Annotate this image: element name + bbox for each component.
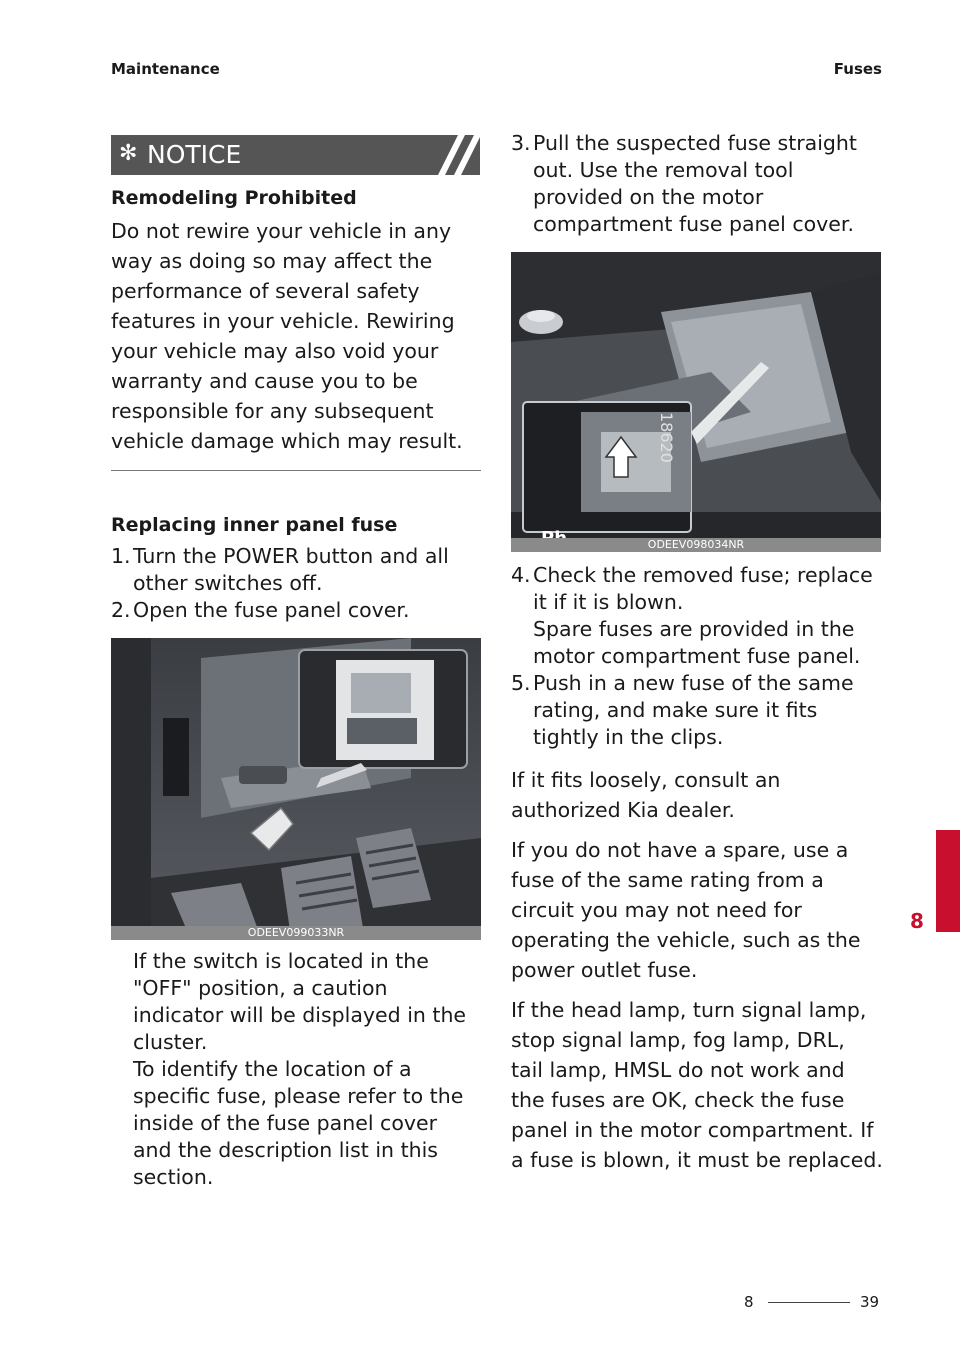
notice-heading: Remodeling Prohibited [111,187,357,209]
footer-rule [768,1302,850,1303]
step-3 [511,130,883,238]
notice-body: Do not rewire your vehicle in any way as doing so may affect the performance of several safety features in your vehicle. Rewiring your vehicle may also void your warranty and cause you to be responsible for any subsequent vehicle damage which may result. [111,219,463,453]
lamps-paragraph: If the head lamp, turn signal lamp, stop signal lamp, fog lamp, DRL, tail lamp, HMSL do not work and the fuses are OK, check the fuse panel in the motor compartment. If a fuse is blown, it must be replaced. [511,998,883,1172]
footer-page: 39 [860,1293,880,1311]
section-heading: Replacing inner panel fuse [111,514,398,536]
component-code: 18620 [657,412,676,463]
image-caption: ODEEV098034NR [511,538,881,552]
divider [111,470,481,471]
step-number: 1. [111,544,131,568]
step-2 [111,597,481,624]
chapter-tab [936,830,960,932]
notice-banner [111,135,480,175]
step-text: Pull the suspected fuse straight out. Use the removal tool provided on the motor compartment fuse panel cover. [533,131,857,236]
interior-dashboard-image [111,638,481,940]
stripes-decoration-icon [428,135,480,175]
switch-note: If the switch is located in the "OFF" position, a caution indicator will be displayed in the cluster. [133,949,467,1054]
step-text: Push in a new fuse of the same rating, and make sure it fits tightly in the clips. [533,671,854,749]
motor-compartment-image [511,252,881,552]
notice-label: NOTICE [147,140,242,169]
step-text: Check the removed fuse; replace it if it is blown. [533,563,873,614]
step-1 [111,543,481,597]
no-spare-paragraph: If you do not have a spare, use a fuse of the same rating from a circuit you may not need for operating the vehicle, such as the power outlet fuse. [511,838,861,982]
loose-fit-paragraph: If it fits loosely, consult an authorized Kia dealer. [511,768,781,822]
identify-fuse-note: To identify the location of a specific fuse, please refer to the inside of the fuse panel cover and the description list in this section. [133,1057,464,1189]
step-note: Spare fuses are provided in the motor compartment fuse panel. [533,617,861,668]
step-number: 5. [511,671,531,695]
inner-fuse-panel-photo [111,638,481,940]
step-text: Turn the POWER button and all other switches off. [133,544,449,595]
step-text: Open the fuse panel cover. [133,598,410,622]
step-number: 4. [511,563,531,587]
step-4 [511,562,883,670]
footer-chapter: 8 [744,1293,754,1311]
step-number: 2. [111,598,131,622]
right-column [511,130,883,1185]
step-number: 3. [511,131,531,155]
running-header-topic: Fuses [833,60,882,78]
left-column [111,180,481,1191]
chapter-tab-number: 8 [910,909,924,933]
step-5 [511,670,883,751]
fuse-removal-photo [511,252,881,552]
image-caption: ODEEV099033NR [111,926,481,940]
running-header-section: Maintenance [111,60,220,78]
notice-icon: ✻ [119,141,138,166]
